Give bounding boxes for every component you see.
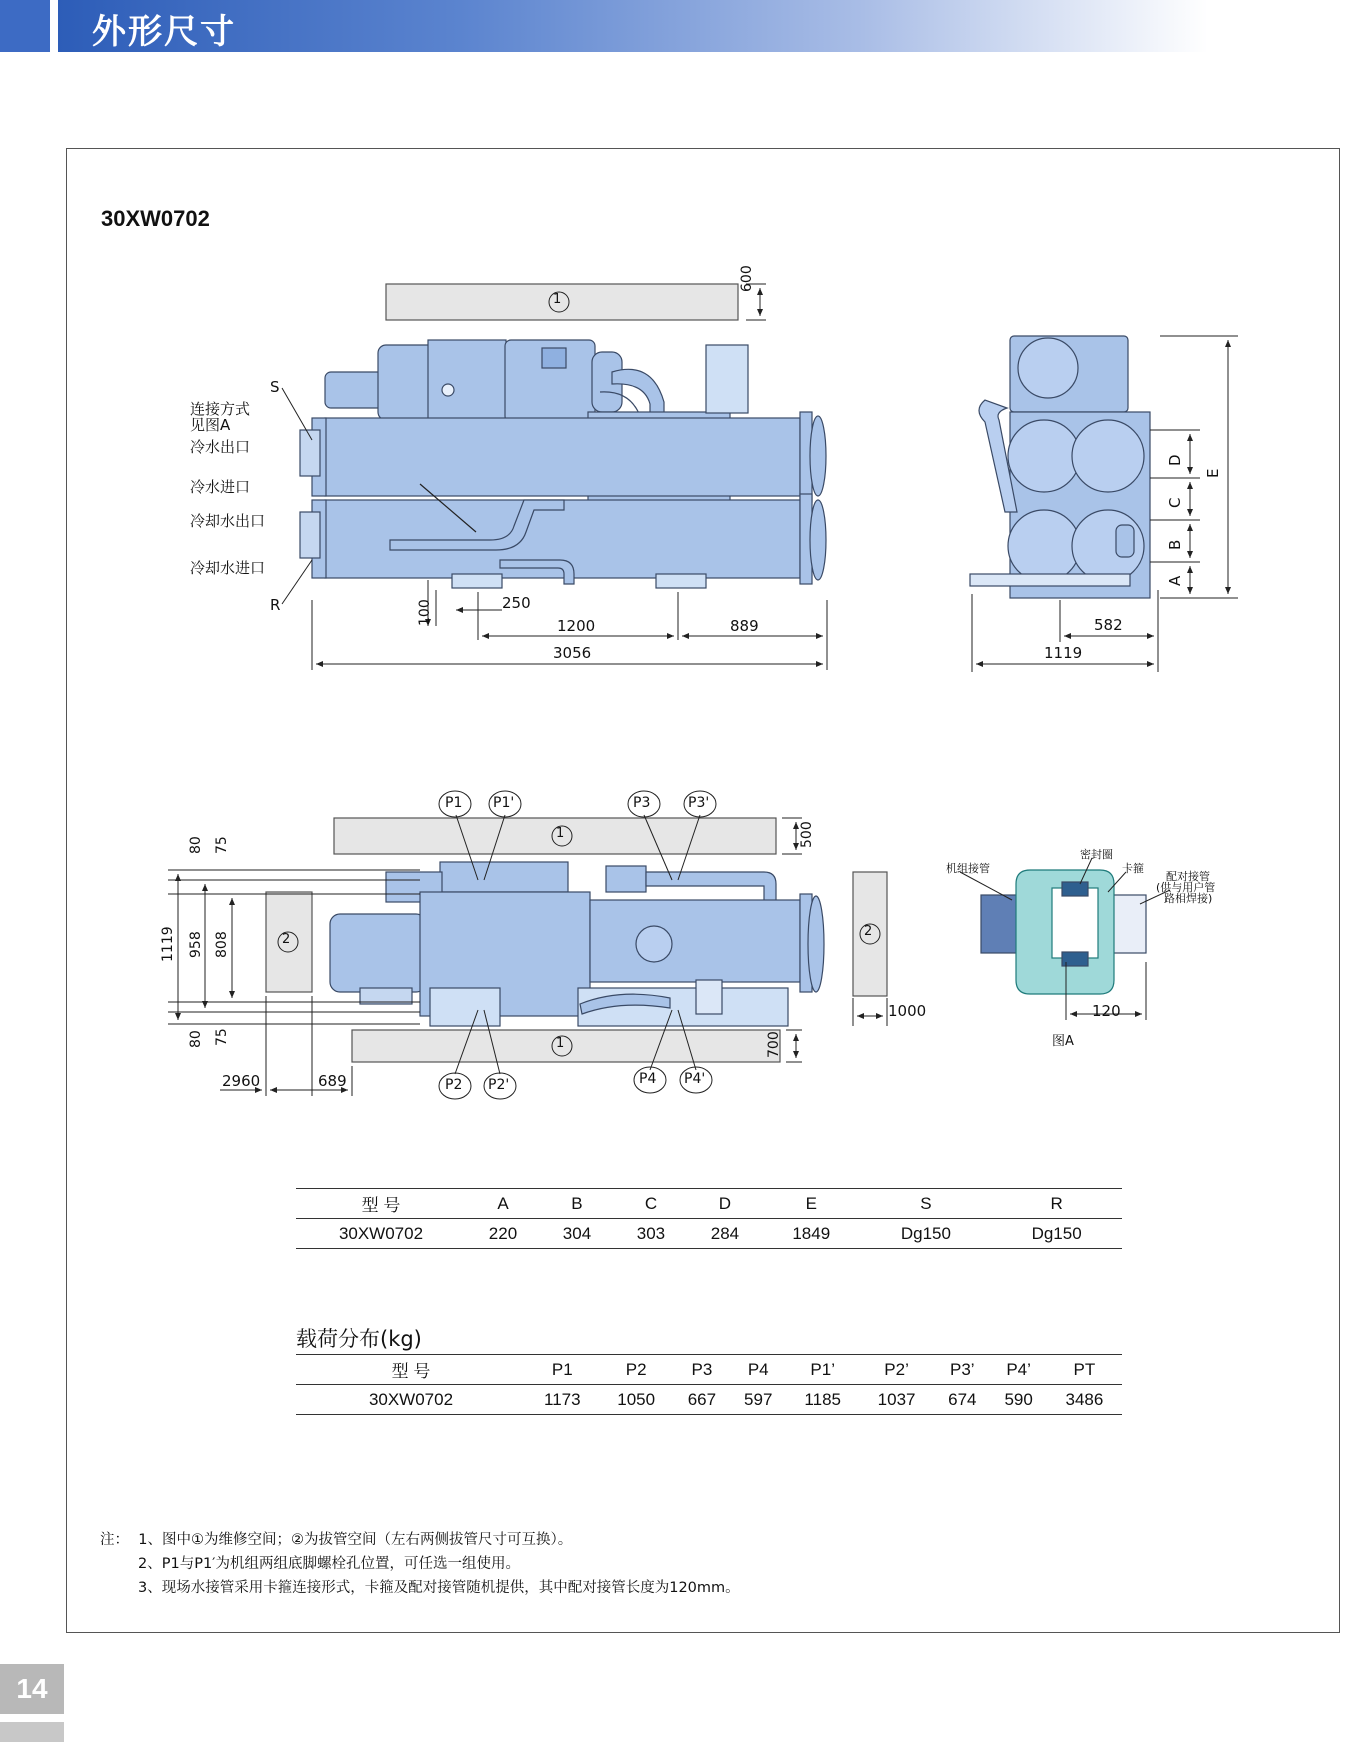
- dim-100: 100: [417, 599, 433, 626]
- label-chilled-water-out: 冷水出口: [190, 438, 251, 456]
- label-p4-prime: P4': [684, 1071, 706, 1087]
- col-p3-prime: P3’: [950, 1359, 975, 1379]
- label-p3: P3: [633, 795, 651, 811]
- col-b: B: [571, 1193, 583, 1213]
- pull-space-symbol-left: 2: [282, 932, 291, 947]
- note-1: 注： 1、图中①为维修空间；②为拔管空间（左右两侧拔管尺寸可互换）。: [100, 1532, 573, 1548]
- col-e: E: [805, 1193, 817, 1213]
- notes-prefix: 注：: [100, 1532, 129, 1548]
- service-space-symbol-bottom: 1: [556, 1036, 565, 1051]
- label-mating-pipe-3: 路相焊接): [1164, 892, 1213, 905]
- col-a: A: [497, 1193, 509, 1213]
- model-title: 30XW0702: [101, 206, 210, 231]
- note-3: 3、现场水接管采用卡箍连接形式，卡箍及配对接管随机提供，其中配对接管长度为120mm。: [138, 1580, 740, 1596]
- label-b: B: [1166, 539, 1184, 550]
- load-distribution-title: 载荷分布(kg): [296, 1327, 422, 1351]
- label-e: E: [1204, 468, 1222, 478]
- label-p4: P4: [639, 1071, 657, 1087]
- dim-75-bottom: 75: [214, 1028, 230, 1046]
- label-p2-prime: P2': [488, 1077, 510, 1093]
- label-clamp: 卡箍: [1122, 862, 1144, 875]
- label-cooling-water-out: 冷却水出口: [190, 512, 266, 530]
- dim-1119-plan: 1119: [160, 926, 176, 962]
- col-p4: P4: [747, 1359, 769, 1379]
- label-c: C: [1166, 497, 1184, 508]
- dim-120: 120: [1092, 1002, 1121, 1020]
- col-d: D: [718, 1193, 732, 1213]
- label-mating-pipe-1: 配对接管: [1166, 870, 1210, 883]
- col-p2: P2: [625, 1359, 647, 1379]
- label-p3-prime: P3': [688, 795, 710, 811]
- col-c: C: [644, 1193, 658, 1213]
- dim-500: 500: [799, 821, 815, 848]
- label-p1: P1: [445, 795, 463, 811]
- label-cooling-water-in: 冷却水进口: [190, 559, 266, 577]
- plan-view-drawing: [266, 818, 887, 1062]
- dim-1119-side: 1119: [1044, 644, 1083, 662]
- dim-958: 958: [188, 931, 204, 958]
- dim-75-top: 75: [214, 836, 230, 854]
- dimension-table: [296, 1188, 1122, 1249]
- connection-note-line1: 连接方式: [190, 400, 251, 418]
- dim-1200: 1200: [557, 617, 596, 635]
- side-elevation-drawing: [970, 336, 1150, 598]
- dim-689: 689: [318, 1072, 347, 1090]
- label-p2: P2: [445, 1077, 463, 1093]
- pull-space-symbol-right: 2: [864, 924, 873, 939]
- label-p1-prime: P1': [493, 795, 515, 811]
- label-r: R: [270, 596, 281, 614]
- service-space-symbol-top: 1: [556, 826, 565, 841]
- label-seal-ring: 密封圈: [1080, 848, 1113, 861]
- table-row: 30XW0702 220 304 303 284 1849 Dg150 Dg150: [296, 1219, 1122, 1249]
- load-table-header-row: [296, 1355, 1122, 1385]
- dim-700: 700: [766, 1031, 782, 1058]
- label-d: D: [1166, 454, 1184, 466]
- col-p1: P1: [551, 1359, 573, 1379]
- col-p4-prime: P4’: [1006, 1359, 1031, 1379]
- col-p1-prime: P1’: [810, 1359, 835, 1379]
- dim-582: 582: [1094, 616, 1123, 634]
- table-row: 30XW0702 1173 1050 667 597 1185 1037 674 590 3486: [296, 1385, 1122, 1415]
- col-model: 型 号: [361, 1196, 401, 1215]
- dim-600: 600: [739, 265, 755, 292]
- dim-3056: 3056: [553, 644, 592, 662]
- service-space-symbol: 1: [553, 292, 562, 307]
- col-r: R: [1050, 1193, 1063, 1213]
- label-mating-pipe-2: (供与用户管: [1156, 881, 1216, 894]
- dim-80-top: 80: [188, 836, 204, 854]
- figure-a-drawing: [981, 870, 1146, 994]
- page-title: 外形尺寸: [92, 12, 236, 52]
- figure-a-title: 图A: [1052, 1034, 1074, 1049]
- page-number: 14: [0, 1664, 64, 1714]
- col-s: S: [920, 1193, 932, 1213]
- dim-889: 889: [730, 617, 759, 635]
- dim-808: 808: [214, 931, 230, 958]
- label-a: A: [1166, 575, 1184, 586]
- col-p2-prime: P2’: [884, 1359, 909, 1379]
- front-elevation-drawing: [300, 284, 826, 588]
- dim-1000: 1000: [888, 1002, 927, 1020]
- col-pt: PT: [1073, 1359, 1096, 1379]
- note-2: 2、P1与P1′为机组两组底脚螺栓孔位置，可任选一组使用。: [138, 1556, 520, 1572]
- page-footer-bar: [0, 1722, 64, 1742]
- dim-2960: 2960: [222, 1072, 261, 1090]
- dim-80-bottom: 80: [188, 1030, 204, 1048]
- load-distribution-table: [296, 1354, 1122, 1415]
- label-unit-pipe: 机组接管: [946, 862, 990, 875]
- label-chilled-water-in: 冷水进口: [190, 478, 251, 496]
- connection-note-line2: 见图A: [190, 416, 231, 434]
- col-p3: P3: [691, 1359, 713, 1379]
- col-model: 型 号: [391, 1362, 431, 1381]
- label-s: S: [270, 378, 280, 396]
- dim-250: 250: [502, 594, 531, 612]
- notes: [100, 1528, 740, 1600]
- dimension-table-header-row: [296, 1189, 1122, 1219]
